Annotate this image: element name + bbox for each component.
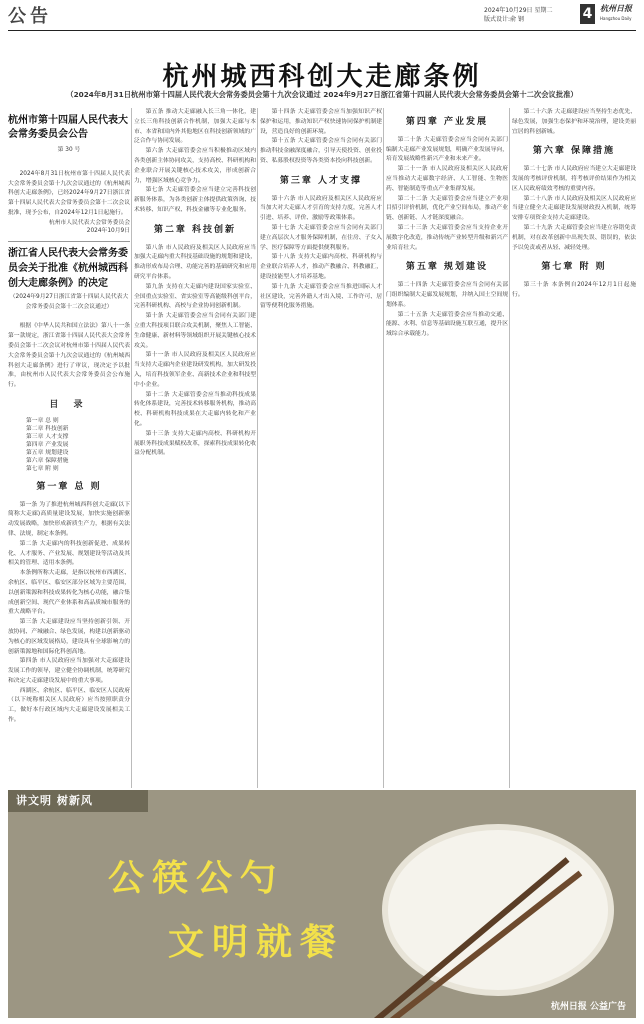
toc-item: 第五章 规划建设 [26, 449, 69, 456]
column-1 [8, 108, 130, 788]
page-number: 4 [580, 4, 595, 24]
page-subtitle: （2024年8月31日杭州市第十四届人民代表大会常务委员会第十九次会议通过 2024年9月27日浙江省第十四届人民代表大会常务委员会第十二次会议批准） [66, 90, 578, 99]
article: 第十八条 支持大走廊内高校、科研机构与企业联合培养人才，推动产教融合、科教融汇，建设技能型人才培养基地。 [260, 254, 382, 280]
toc-item: 第三章 人才支撑 [26, 433, 69, 440]
ad-tag: 讲文明 树新风 [8, 790, 148, 812]
chapter-heading: 第七章 附 则 [541, 262, 607, 273]
public-service-ad [8, 790, 636, 1018]
article: 第一条 为了推进杭州城西科创大走廊(以下简称大走廊)高质量建设发展，加快实施创新驱动发展战略，加快形成新质生产力，根据有关法律、法规，制定本条例。 [8, 501, 130, 537]
chapter-heading: 第一章 总 则 [36, 481, 102, 492]
column-divider [509, 108, 510, 788]
ad-headline-2: 文明就餐 [168, 921, 345, 963]
plate-image [388, 830, 608, 990]
paper-name: 杭州日报 [600, 4, 632, 13]
ad-footer: 杭州日报 公益广告 [550, 1002, 626, 1012]
chapter-heading: 第三章 人才支撑 [279, 175, 363, 186]
toc-item: 第六章 保障措施 [26, 457, 69, 464]
paper-logo [600, 4, 632, 24]
article: 第二十三条 大走廊管委会应当支持企业开展数字化改造，推动传统产业转型升级和新兴产业培育壮大。 [386, 224, 508, 251]
article: 第二十二条 大走廊管委会应当建立产业项目招引评价机制，优化产业空间布局，推动产业链、创新链、人才链深度融合。 [386, 195, 508, 222]
announcement-title: 杭州市第十四届人民代表大会常务委员会公告 [8, 115, 128, 140]
toc-title: 目 录 [49, 399, 89, 410]
article: 第十一条 市人民政府及相关区人民政府应当支持大走廊内企业建设研发机构，加大研发投入，培育科技领军企业、高新技术企业和科技型中小企业。 [134, 352, 256, 388]
header-rule [8, 30, 636, 31]
toc-item: 第一章 总 则 [26, 417, 59, 424]
article: 第九条 支持在大走廊内建设国家实验室、全国重点实验室、省实验室等高能级科创平台，完善科研机构、高校与企业协同创新机制。 [134, 283, 256, 310]
article: 第二十一条 市人民政府及相关区人民政府应当推动大走廊数字经济、人工智能、生物医药、智能制造等重点产业集群发展。 [386, 166, 508, 192]
article: 第十六条 市人民政府及相关区人民政府应当加大对大走廊人才引育的支持力度，完善人才引进、培养、评价、激励等政策体系。 [260, 195, 382, 222]
page-title: 杭州城西科创大走廊条例 [162, 62, 482, 92]
toc-item: 第二章 科技创新 [26, 425, 69, 432]
article: 第二十条 大走廊管委会应当会同有关部门编制大走廊产业发展规划，明确产业发展导向，培育发展战略性新兴产业和未来产业。 [386, 136, 508, 163]
column-2 [134, 108, 256, 788]
announcement-body: 2024年8月31日杭州市第十四届人民代表大会常务委员会第十九次会议通过的《杭州城西科创大走廊条例》，已经2024年9月27日浙江省第十四届人民代表大会常务委员会第十二次会议批准，现予公布，自2024年12月1日起施行。 [8, 170, 130, 216]
header-meta [484, 6, 574, 24]
paper-subtitle: Hangzhou Daily [600, 16, 632, 21]
article: 第二十五条 大走廊管委会应当推动交通、能源、水利、信息等基础设施互联互通，提升区域综合承载能力。 [386, 311, 508, 338]
column-divider [257, 108, 258, 788]
decision-body: 根据《中华人民共和国立法法》第八十一条第一款规定，浙江省第十四届人民代表大会常务委员会第十二次会议对杭州市第十四届人民代表大会常务委员会第十九次会议通过的《杭州城西科创大走廊条例》进行了审议，现决定予以批准，由杭州市人民代表大会常务委员会公布施行。 [8, 323, 130, 389]
article: 第八条 市人民政府及相关区人民政府应当加强大走廊内重大科技基础设施的规划和建设，推动形成布局合理、功能完善的基础研究和应用研究平台体系。 [134, 244, 256, 280]
article: 第七条 大走廊管委会应当建立完善科技创新服务体系，为各类创新主体提供政策咨询、技术转移、知识产权、科技金融等专业化服务。 [134, 187, 256, 213]
article: 第二条 大走廊内的科技创新促进、成果转化、人才服务、产业发展、规划建设等活动及其相关的管理、适用本条例。 [8, 540, 130, 567]
issue-date: 2024年10月29日 星期二 [484, 7, 553, 14]
layout-editor: 版式设计:俞 钢 [484, 16, 524, 23]
column-4 [386, 108, 508, 788]
article: 第十五条 大走廊管委会应当会同有关部门推动科技金融深度融合，引导天使投资、创业投资、私募股权投资等各类资本投向科技创新。 [260, 138, 382, 164]
article: 第五条 推动大走廊融入长三角一体化，建立长三角科技创新合作机制，加强大走廊与本市、本省和国内外其他地区在科技创新领域的广泛合作与协同发展。 [134, 109, 256, 145]
article: 第十二条 大走廊管委会应当推动科技成果转化体系建设，完善技术转移服务机构，推动高校、科研机构科技成果在大走廊内转化和产业化。 [134, 391, 256, 427]
article: 第二十七条 市人民政府应当建立大走廊建设发展的考核评价机制，将考核评价结果作为相关区人民政府绩效考核的重要内容。 [512, 166, 636, 192]
chapter-heading: 第四章 产业发展 [405, 117, 489, 127]
article: 第二十四条 大走廊管委会应当会同有关部门组织编制大走廊发展规划，并纳入国土空间规划体系。 [386, 282, 508, 308]
article: 第四条 市人民政府应当加强对大走廊建设发展工作的领导，建立健全协调机制，统筹研究和决定大走廊建设发展中的重大事项。 [8, 658, 130, 684]
section-name: 公告 [8, 6, 52, 27]
article: 第二十九条 大走廊管委会应当建立容错免责机制，对在改革创新中出现失误、错误的，依法予以免责或者从轻、减轻处理。 [512, 224, 636, 251]
column-divider [131, 108, 132, 788]
announcement-number: 第 30 号 [57, 147, 81, 153]
article: 本条例所称大走廊，是指以杭州市西湖区、余杭区、临平区、临安区部分区域为主要范围，以创新策源和科技成果转化为核心功能，融合集成创新空间、现代产业体系和高品质城市服务的重大战略平台。 [8, 570, 130, 616]
article: 第十条 大走廊管委会应当会同有关部门建立重大科技项目联合攻关机制，聚焦人工智能、生命健康、新材料等领域组织开展关键核心技术攻关。 [134, 313, 256, 349]
decision-title: 浙江省人民代表大会常务委员会关于批准《杭州城西科创大走廊条例》的决定 [8, 247, 128, 289]
article: 第十三条 支持大走廊内高校、科研机构开展职务科技成果赋权改革，探索科技成果转化收益分配机制。 [134, 430, 256, 457]
article: 第十四条 大走廊管委会应当加强知识产权保护和运用，推动知识产权快速协同保护机制建设，营造良好的创新环境。 [260, 109, 382, 135]
chapter-heading: 第二章 科技创新 [153, 224, 237, 235]
toc-item: 第四章 产业发展 [26, 441, 69, 448]
article: 第三十条 本条例自2024年12月1日起施行。 [512, 282, 636, 298]
toc-item: 第七章 附 则 [26, 465, 59, 472]
ad-headline-1: 公筷公勺 [108, 857, 285, 899]
article: 第十七条 大走廊管委会应当会同有关部门建立高层次人才服务保障机制，在住房、子女入学、医疗保障等方面提供便利服务。 [260, 224, 382, 251]
column-divider [383, 108, 384, 788]
decision-subtitle: （2024年9月27日浙江省第十四届人民代表大会常务委员会第十二次会议通过） [9, 293, 129, 310]
article: 第六条 大走廊管委会应当积极推动区域内各类创新主体协同攻关，支持高校、科研机构和企业联合开展关键核心技术攻关，形成创新合力，增强区域核心竞争力。 [134, 148, 256, 184]
article: 第二十六条 大走廊建设应当坚持生态优先、绿色发展，加强生态保护和环境治理，建设美丽宜居的科创新城。 [512, 109, 636, 135]
chapter-heading: 第五章 规划建设 [405, 262, 489, 273]
column-5 [512, 108, 636, 788]
chapter-heading: 第六章 保障措施 [532, 146, 616, 157]
article: 第三条 大走廊建设应当坚持创新引领、开放协同、产城融合、绿色发展，构建以创新驱动为核心的区域发展格局，建设具有全球影响力的创新策源地和国际化科创高地。 [8, 619, 130, 655]
column-3 [260, 108, 382, 788]
announcement-date: 2024年10月9日 [86, 227, 130, 234]
masthead [0, 0, 644, 36]
announcement-box [8, 114, 130, 242]
article: 西湖区、余杭区、临平区、临安区人民政府（以下统称相关区人民政府）应当按照职责分工，做好本行政区域内大走廊建设发展相关工作。 [8, 687, 130, 724]
article: 第十九条 大走廊管委会应当推进国际人才社区建设，完善外籍人才出入境、工作许可、居留等便利化服务措施。 [260, 283, 382, 310]
announcement-signer: 杭州市人民代表大会常务委员会 [48, 219, 130, 226]
article: 第二十八条 市人民政府及相关区人民政府应当建立健全大走廊建设发展财政投入机制，统筹安排专项资金支持大走廊建设。 [512, 195, 636, 222]
